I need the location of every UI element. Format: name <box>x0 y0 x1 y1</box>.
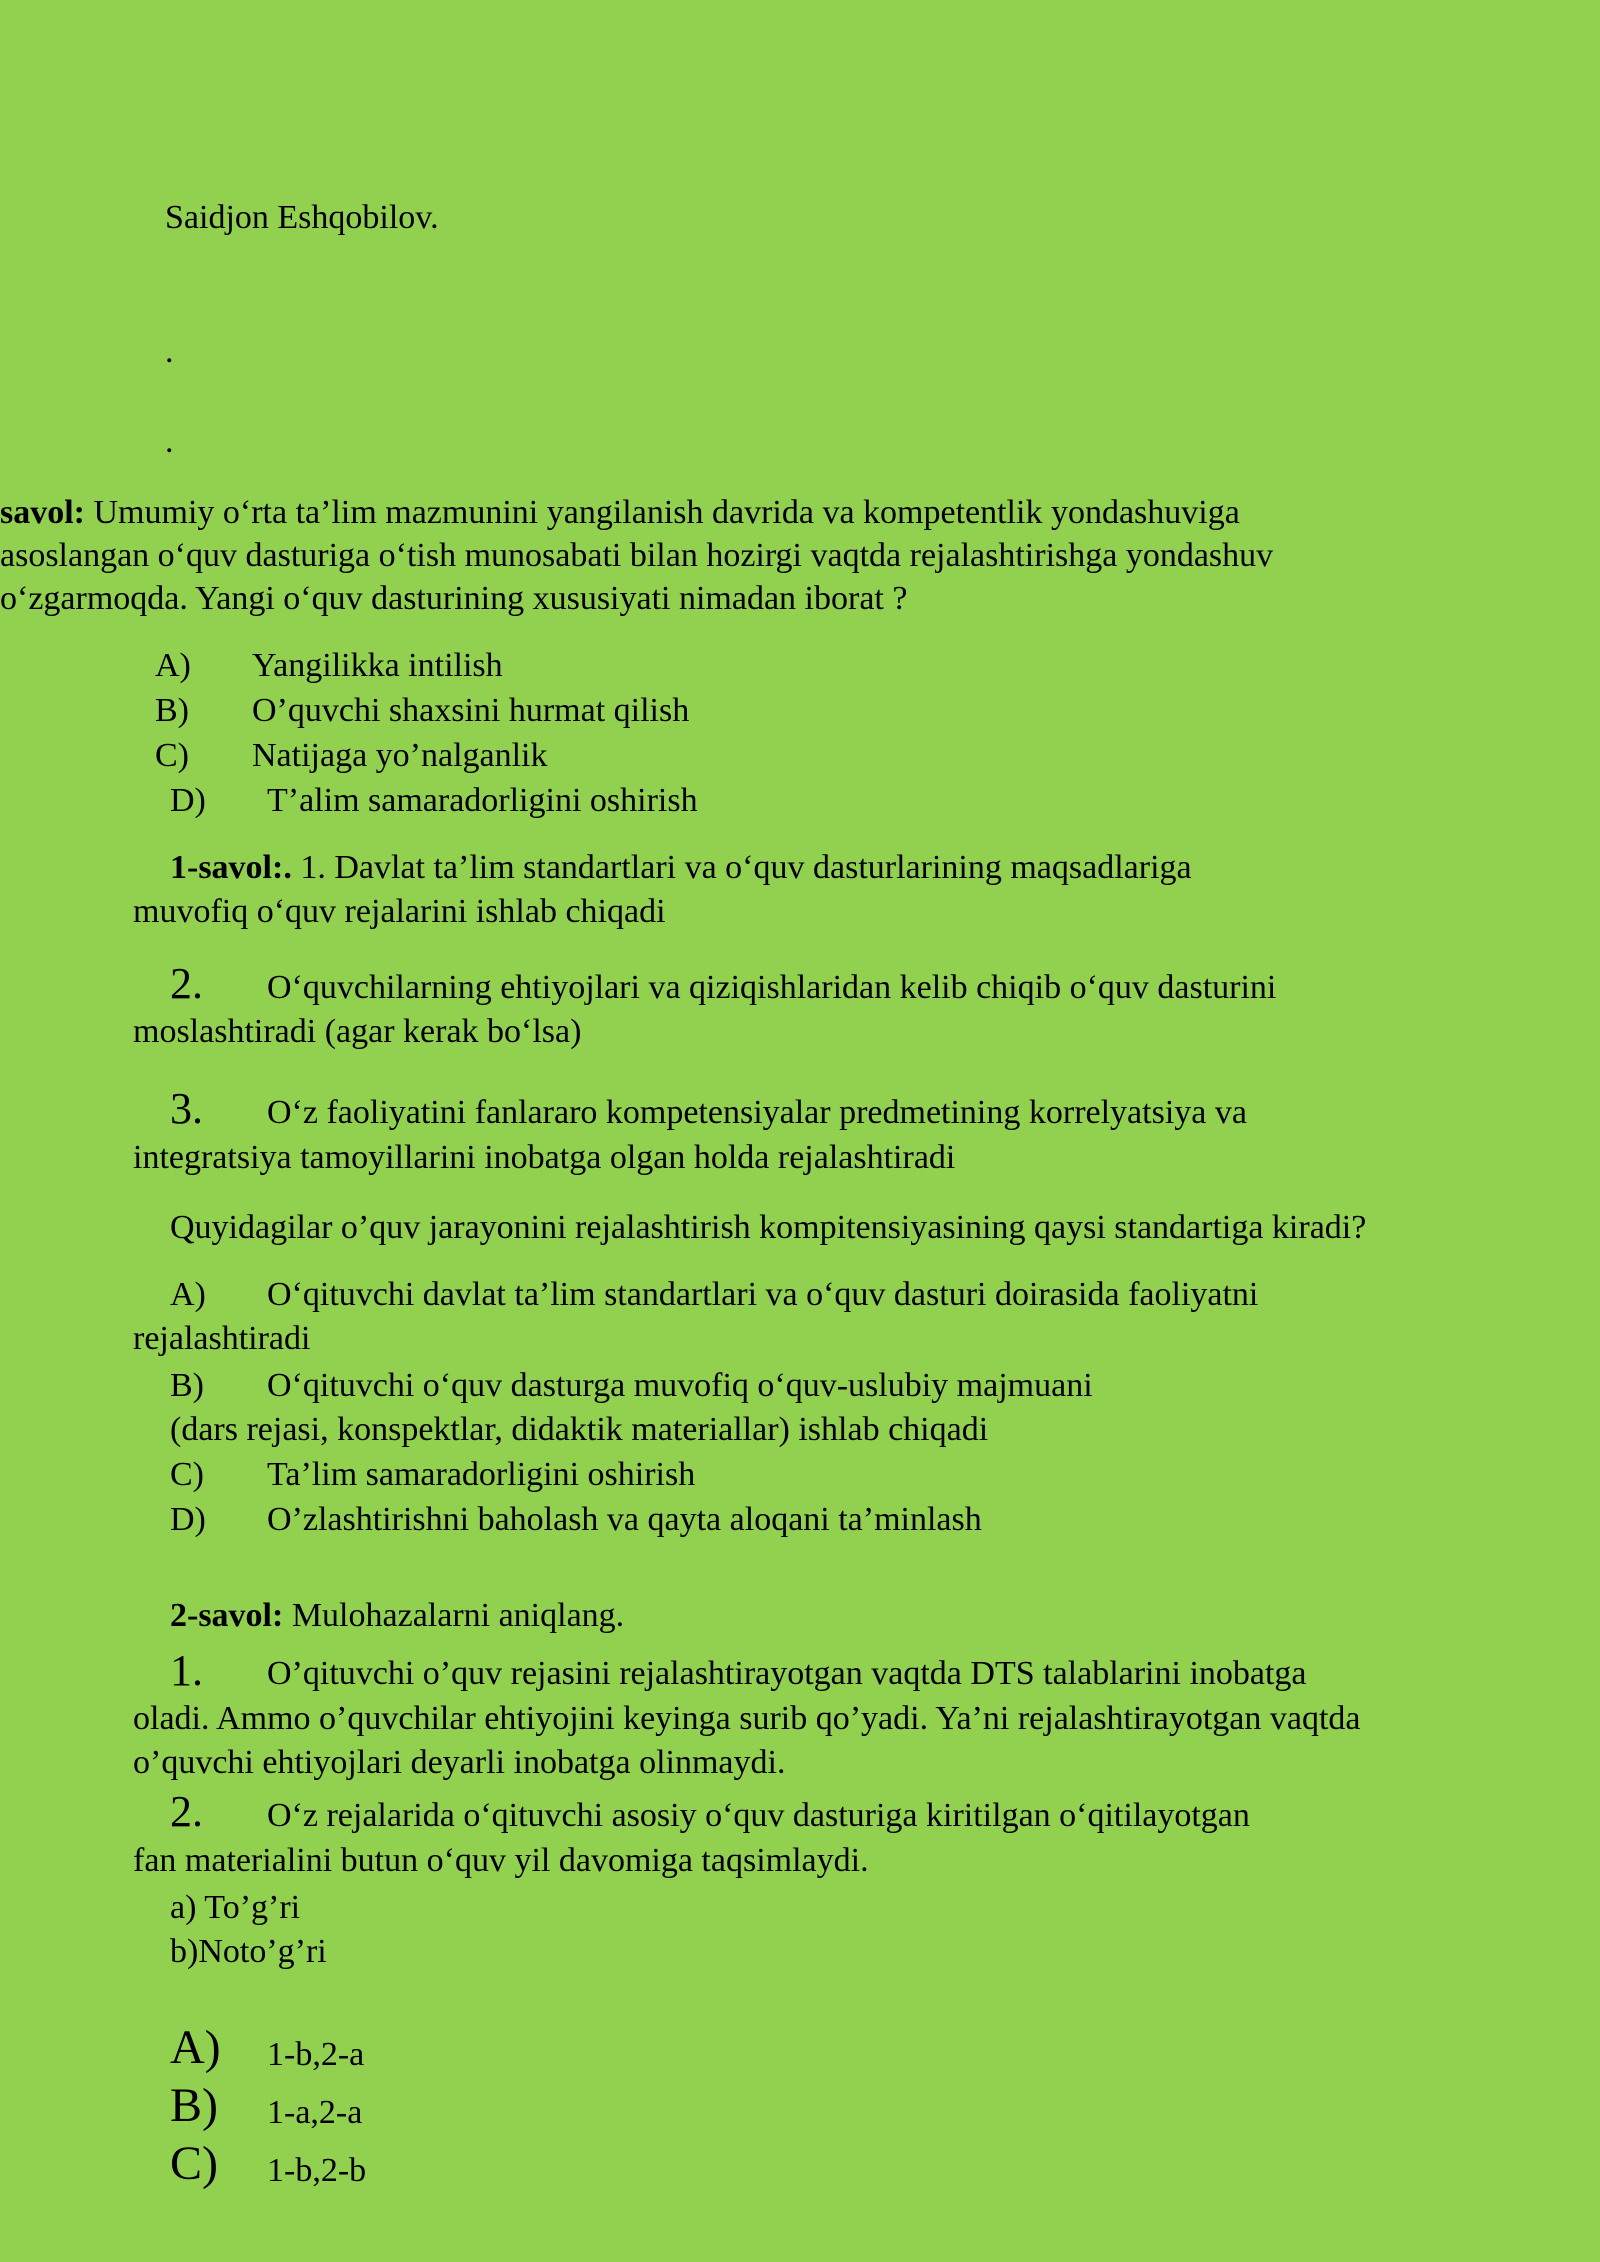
q0-option-letter: B) <box>155 692 189 729</box>
q2-answer-a: a) To’g’ri <box>170 1889 301 1926</box>
q1-option-text: O’zlashtirishni baholash va qayta aloqani ta’minlash <box>267 1501 982 1538</box>
q2-s2-number: 2. <box>170 1787 203 1836</box>
dot-line: . <box>165 423 174 460</box>
q1-label: 1-savol:. <box>170 849 292 886</box>
q2-s1-number: 1. <box>170 1646 203 1695</box>
q1-option-letter: C) <box>170 1456 204 1493</box>
q1-s1-text: 1. Davlat ta’lim standartlari va o‘quv dasturlarining maqsadlariga <box>291 849 1192 886</box>
q1-s3-line-1: O‘z faoliyatini fanlararo kompetensiyalar predmetining korrelyatsiya va <box>267 1094 1247 1131</box>
q0-line-1 <box>0 491 1240 535</box>
q2-s1-line-3: o’quvchi ehtiyojlari deyarli inobatga olinmaydi. <box>133 1744 786 1781</box>
q1-s2-line-2: moslashtiradi (agar kerak bo‘lsa) <box>133 1013 582 1050</box>
q0-text-1: Umumiy o‘rta ta’lim mazmunini yangilanish davrida va kompetentlik yondashuviga <box>85 494 1240 531</box>
q1-option-text: O‘qituvchi davlat ta’lim standartlari va o‘quv dasturi doirasida faoliyatni <box>267 1276 1259 1313</box>
q1-option-letter: B) <box>170 1367 204 1404</box>
q2-title-line <box>170 1594 624 1638</box>
q2-option-text: 1-b,2-a <box>267 2036 365 2073</box>
q2-option-letter: C) <box>170 2137 218 2190</box>
q2-option-letter: B) <box>170 2079 218 2132</box>
q2-option-letter: A) <box>170 2021 221 2074</box>
q1-option-letter: D) <box>170 1501 206 1538</box>
q2-s1-line-1: O’qituvchi o’quv rejasini rejalashtirayotgan vaqtda DTS talablarini inobatga <box>267 1655 1307 1692</box>
q0-line-2: asoslangan o‘quv dasturiga o‘tish munosabati bilan hozirgi vaqtda rejalashtirishga yondashuv <box>0 537 1274 574</box>
q1-option-letter: A) <box>170 1276 206 1313</box>
q2-title: Mulohazalarni aniqlang. <box>283 1597 625 1634</box>
q0-option-letter: C) <box>155 737 189 774</box>
q1-s2-number: 2. <box>170 959 203 1008</box>
q1-s3-line-2: integratsiya tamoyillarini inobatga olgan holda rejalashtiradi <box>133 1139 956 1176</box>
q0-option-text: Natijaga yo’nalganlik <box>252 737 548 774</box>
q1-s3-number: 3. <box>170 1084 203 1133</box>
q2-label: 2-savol: <box>170 1597 284 1634</box>
author-name: Saidjon Eshqobilov. <box>165 199 439 236</box>
q1-s2-line-1: O‘quvchilarning ehtiyojlari va qiziqishlaridan kelib chiqib o‘quv dasturini <box>267 969 1277 1006</box>
q0-option-text: Yangilikka intilish <box>252 647 503 684</box>
q2-answer-b: b)Noto’g’ri <box>170 1933 327 1970</box>
q2-s2-line-2: fan materialini butun o‘quv yil davomiga taqsimlaydi. <box>133 1842 869 1879</box>
dot-line: . <box>165 333 174 370</box>
q1-line-1 <box>170 846 1192 890</box>
q1-option-text: (dars rejasi, konspektlar, didaktik materiallar) ishlab chiqadi <box>170 1411 989 1448</box>
q0-option-text: O’quvchi shaxsini hurmat qilish <box>252 692 690 729</box>
q2-option-text: 1-b,2-b <box>267 2152 367 2189</box>
q1-s1-line-2: muvofiq o‘quv rejalarini ishlab chiqadi <box>133 893 666 930</box>
q0-option-letter: A) <box>155 647 191 684</box>
q2-s1-line-2: oladi. Ammo o’quvchilar ehtiyojini keyinga surib qo’yadi. Ya’ni rejalashtirayotgan vaqtda <box>133 1700 1361 1737</box>
q1-option-text: Ta’lim samaradorligini oshirish <box>267 1456 696 1493</box>
q1-option-text: O‘qituvchi o‘quv dasturga muvofiq o‘quv-uslubiy majmuani <box>267 1367 1093 1404</box>
q1-question: Quyidagilar o’quv jarayonini rejalashtirish kompitensiyasining qaysi standartiga kiradi? <box>170 1209 1367 1246</box>
q0-label: savol: <box>0 494 85 531</box>
q0-option-letter: D) <box>170 782 206 819</box>
q2-option-text: 1-a,2-a <box>267 2094 363 2131</box>
q0-line-3: o‘zgarmoqda. Yangi o‘quv dasturining xususiyati nimadan iborat ? <box>0 580 908 617</box>
q2-s2-line-1: O‘z rejalarida o‘qituvchi asosiy o‘quv dasturiga kiritilgan o‘qitilayotgan <box>267 1797 1250 1834</box>
q0-option-text: T’alim samaradorligini oshirish <box>267 782 698 819</box>
q1-option-text: rejalashtiradi <box>133 1320 311 1357</box>
